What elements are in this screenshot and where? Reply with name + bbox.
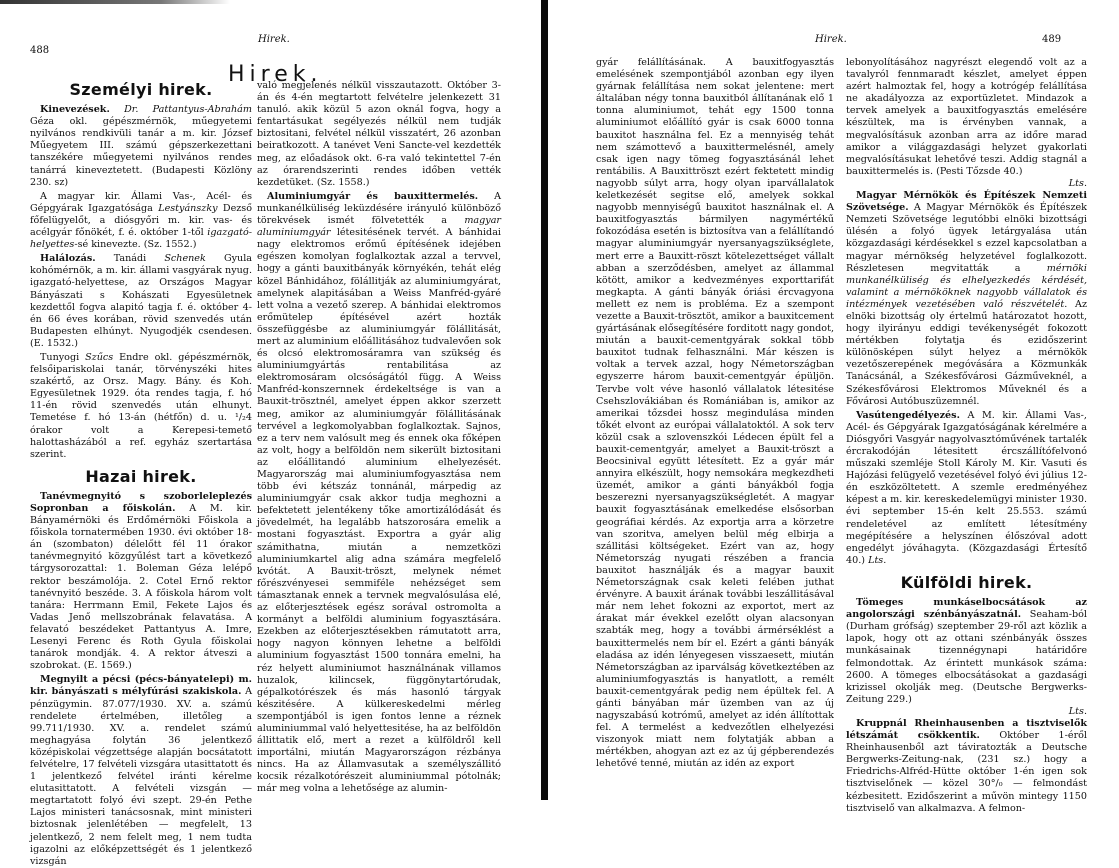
main-title: Hirek. [228,62,323,87]
right-page-column-2 [846,57,1087,815]
article-body: Október 1-éről Rheinhausenből azt táviratozták a Deutsche Bergwerks-Zeitung-nak, (231 sz.) hogy a Friedrichs-Alfréd-Hütte október 1-én igen sok tisztviselőnek — közel 30°/₀ — felmondást kézbesitett. Ezidőszerint a művön mintegy 1150 tisztviselő van alkalmazva. A felmon- [846,730,1087,814]
article-halalozas [30,253,252,350]
author-signature: Lts. [868,554,887,566]
article-munkaselbocsatasok [846,597,1087,706]
article-body: való megjelenés nélkül visszautazott. Október 3-án és 4-én megtartott felvételre jelenkezett 31 tanuló. akik közül 5 azon oknál fogva, hogy a fentartásukat segélyezés nélkül nem tudják biztositani, felvétel nélkül visszatért, 26 azonban beiratkozott. A tanévet Veni Sancte-vel kezdették meg, az előadások okt. 6-ra való tekintettel 7-én az órarendszerinti rendes időben vették kezdetüket. (Sz. 1558.) [257,80,501,188]
article-continuation [846,57,1087,178]
article-body: gyár felállításának. A bauxitfogyasztás emelésének szempontjából azonban egy ilyen gyárnak felállítása nem sokat jelentene: mert általában négy tonna bauxitból állítanának elő 1 tonna aluminiumot, tehát egy 1500 tonna aluminiumot előállító gyár is csak 6000 tonna bauxitot használna fel. Ez a mennyiség tehát nem számottevő a bauxittermelésnél, amely csak igen nagy tömeg fogyasztásánál lehet rentábilis. A Bauxittröszt ezért fektetett mindig nagyobb súlyt arra, hogy olyan iparvállalatok keletkezését segitse elő, amelyek sokkal nagyobb mennyiségű bauxitot használnak el. A bauxitfogyasztás bármilyen nagymértékű fokozódása esetén is biztosítva van a felállítandó magyar aluminiumgyár nyersanyagszükséglete, mert erre a Bauxitt-röszt kötelezettséget vállalt abban a szerződésben, amelyet az állammal kötött, amikor a kedvezményes exporttarifát megkapta. A gánti bányák óriási ércvagyona mellett ez nem is probléma. Ez a szempont vezette a Bauxit-trösztöt, amikor a bauxitcement gyártásának elősegítésére forditott nagy gondot, miután a bauxit-cementgyárak sokkal több bauxitot tudnak felhasználni. Már készen is voltak a tervek azzal, hogy Németországban egyszerre három bauxit-cementgyár épüljön. Tervbe volt véve hasonló vállalatok létesitése Csehszlovákiában és Romániában is, amikor az amerikai tőzsdei hossz megindulása minden tőkét elvont az európai vállalatoktól. A sok terv közül csak a szlovenszkói Lédecen épült fel a bauxit-cementgyár, amelyet a Bauxit-tröszt a Beocsinival együtt létesített. Ez a gyár már annyira elkészült, hogy nemsokára megkezdheti üzemét, amikor a gánti bányákból fogja beszerezni nyersanyagszükségletét. A magyar bauxit fogyasztásának emelkedése elsősorban geográfiai kérdés. Az exportja arra a körzetre van szoritva, amelyen belül még elbirja a szállitási költségeket. Ezért van az, hogy Németország nyugati részében a francia bauxitot használják és a magyar bauxit Németországnak csak keleti felében juthat érvényre. A bauxit árának további leszállitásával már nem lehet fokozni az exportot, mert az árakat már évekkel ezelőtt olyan alacsonyan szabták meg, hogy a további ármérséklést a bauxittermelés nem bír el. Ezért a gánti bányák eladása az idén lényegesen visszaesett, miután Németországban az iparválság következtében az aluminiumfogyasztás is hanyatlott, a remélt bauxit-cementgyárak pedig nem épültek fel. A gánti bányában már üzemben van az új nagyszabású kotrómű, amelyet az idén állítottak fel. A termelést a kedvezőtlen elhelyezési viszonyok miatt nem folytatják abban a mértékben, ahogyan azt ez az új gépberendezés lehetővé tenné, miután az idén az export [596,57,834,770]
section-title-szemelyi: Személyi hirek. [69,80,213,99]
italic-term: mérnöki munkanélküliség és elhelyezkedés kérdését, valamint a mérnököknek nagyobb vállalatok és intézmények vezetésében való részvételét. [846,262,1087,310]
article-body: létesitésének tervét. A bánhidai nagy elektromos erőmű építésének idejében egészen komolyan foglalkoztak azzal a tervvel, hogy a gánti bauxitbányák környékén, tehát elég közel Bánhidához, fölállitják az aluminiumgyárat, amelynek alapitásában a Weiss Manfréd-gyáré lett volna a vezető szerep. A bánhidai elektromos erőmütelep építésével azért hozták összefüggésbe az aluminiumgyár fölállitását, mert az aluminium előállitásához tudvalevően sok és olcsó elektromosáramra van szükség és aluminiumgyártás rentabilitása az elektromosáram olcsóságától függ. A Weiss Manfréd-konszernnek érdekeltsége is van a Bauxit-trösztnél, amelyet éppen akkor szerzett meg, amikor az aluminiumgyár fölállitásának tervével a legkomolyabban foglalkoztak. Sajnos, ez a terv nem valósult meg és ennek oka főképen az volt, hogy a belföldön nem sikerült biztositani az előállitandó aluminium elhelyezését. Magyarország mai aluminiumfogyasztása nem több évi kétszáz tonnánál, márpedig az aluminiumgyár csak akkor tudja meghozni a befektetett jelentékeny tőke amortizálódását és jövedelmét, ha legalább hatszorosára emelik a mostani fogyasztást. Exportra a gyár alig számithatna, miután a nemzetközi aluminiumkartel alig adna számára megfelelő kvótát. A Bauxit-tröszt, melynek német főrészvényesei semmiféle nehézséget sem támasztanak ennek a tervnek megvalósulása elé, az előterjesztések egész sorával ostromolta a kormányt a belföldi aluminium fogyasztására. Ezekben az előterjesztésekben rámutatott arra, hogy nagyon könnyen lehetne a belföldi aluminium fogyasztást 1500 tonnára emelni, ha réz helyett aluminiumot használnának villamos huzalok, kilincsek, függönytartórudak, gépalkotórészek és más hasonló tárgyak készitésére. A külkereskedelmi mérleg szempontjából is igen fontos lenne a réznek aluminiummal való helyettesitése, ha az belföldön állittatik elő, mert a rezet a külföldről kell importálni, miután Magyarországon rézbánya nincs. Ha az Államvasutak a személyszállitó kocsik rézalkotórészeit aluminiummal pótolnák; már meg volna a lehetősége az alumin- [257,227,501,795]
article-body: Gyula kohómérnök, a m. kir. állami vasgyárak nyug. igazgató-helyettese, az Országos Magyar Bányászati s Kohászati Egyesületnek kezdettől fogva alapitó tagja f. é. október 4-én 66 éves korában, rövid szenvedés után Budapesten elhúnyt. Nyugodjék csendesen. (E. 1532.) [30,253,252,349]
person-name: Schenek [164,253,206,265]
article-body: Az elnöki bizottság oly értelmű határozatot hozott, hogy ilyirányu eddigi tevékenységét fokozott mértékben folytatja és ezidőszerint különösképen súlyt helyez a mérnökök vezetőszerepének megóvására a Közmunkák Tanácsánál, a Székesfővárosi Gázműveknél, a Székesfővárosi Elektromos Műveknél és a Fővárosi Autóbuszüzemnél. [846,298,1087,407]
italic-term: igazgató-helyettes [30,227,252,251]
article-body: A M. kir. Állami Vas-, Acél- és Gépgyárak Igazgatóságának kérelmére a Diósgyőri Vasgyár nagyolvasztóművének tartalék ércrakodóján létesitett ércszállítófelvonó műszaki szemléje Stoll Károly M. Kir. Vasuti és Hajózási felügyelő vezetésével folyó évi július 12-én eszközöltetett. A szemle eredményéhez képest a m. kir. kereskedelemügyi minister 1930. évi september 15-én kelt 25.553. számú rendeletével az említett létesítmény megépítésére a helyszínen élőszóval adott engedélyt jóváhagyta. (Közgazdasági Értesítő 40.) [846,409,1088,566]
page-number: 489 [1042,34,1062,45]
article-body: Tanádi [113,253,147,265]
article-mernokok-szovetsege [846,190,1087,408]
article-body: A pénzügymin. 87.077/1930. XV. a. számú rendelete értelmében, illetőleg a 99.711/1930. XV. a. rendelet számú meghagyása folytán 36 jelentkező középiskolai végzettsége alapján bocsátatott felvételre, 17 felvételi vizsgára utasittatott és 1 jelentkező felvétel iránti kérelme elutasittatott. A felvételi vizsgán — megtartatott folyó évi szept. 29-én Pethe Lajos ministeri tanácsosnak, mint ministeri biztosnak jelenlétében — megfelelt, 13 jelentkező, 2 nem felelt meg, 1 nem tudta igazolni az előképzettségét és 1 jelentkező vizsgán [30,686,252,867]
article-vasutengedelyezes [846,410,1087,567]
article-body: -sé kinevezte. (Sz. 1552.) [74,239,197,251]
right-page-column-1 [596,57,834,771]
article-body: lebonyolításához nagyrészt elegendő volt az a tavalyról fennmaradt készlet, amelyet éppen azért halmoztak fel, hogy a kotrógép felállítása ne akadályozza az exportüzletet. Mindazok a tervek amelyek a bauxitfogyasztás emelésére készültek, ma is érvényben vannak, a megvalósításuk azonban arra az időre marad amikor a világgazdasági helyzet gyakorlati megvalósításukat lehetővé teszi. Addig stagnál a bauxittermelés is. (Pesti Tőzsde 40.) [846,57,1087,177]
left-page [0,0,540,867]
article-body: Dezső főfelügyelőt, a diósgyőri m. kir. vas- és acélgyár főnökét, f. é. október 1-től [30,202,252,239]
article-szucs [30,352,252,461]
article-body: Géza okl. gépészmérnök, műegyetemi nyilvános rendkivüli tanár a m. kir. József Műegyetem III. számú gépszerkezettani tanszékére műegyetemi nyilvános rendes tanárrá kineveztetett. (Budapesti Közlöny 230. sz) [30,116,252,188]
article-body: Endre okl. gépészmérnök, felsőipariskolai tanár, törvényszéki hites szakértő, az Orsz. Magy. Bány. és Koh. Egyesületnek 1929. óta rendes tagja, f. hó 11-én rövid szenvedés után elhunyt. Temetése f. hó 13-án (hétfőn) d. u. ¹/₂4 órakor volt a Kerepesi-temető halottasházából a ref. egyház szertartása szerint. [30,351,252,460]
article-lead: Tömeges munkáselbocsátások az angolországi szénbányászatnál. [846,597,1087,621]
article-lead: Kruppnál Rheinhausenben a tisztviselők létszámát csökkentik. [846,717,1087,742]
article-pecsi-szakiskola [30,674,252,868]
article-body: A munkanélküliség leküzdésére irányuló különböző törekvések ismét fölvetették a [257,190,501,227]
article-body: A M. kir. Bányamérnöki és Erdőmérnöki Főiskola a főiskola tornatermében 1930. évi október 18-án (szombaton) délelőtt fél 11 órakor tanévmegnyitó közgyűlést tart a következő tárgysorozattal: 1. Boleman Géza lelépő rektor beszámolója. 2. Cotel Ernő rektor tanévnyitó beszéde. 3. A főiskola három volt tanára: Herrmann Emil, Fekete Lajos és Vadas Jenő mellszobrának felavatása. A felavató beszédeket Pattantyus A. Imre, Lesenyi Ferenc és Roth Gyula főiskolai tanárok mondják. 4. A rektor átveszi a szobrokat. (E. 1569.) [30,503,252,672]
book-gutter [541,0,548,800]
running-head: Hirek. [815,34,847,45]
person-name: Dr. Pattantyus-Abrahám [124,104,252,116]
person-name: Szűcs [85,351,114,363]
article-lead: Vasútengedélyezés. [856,409,960,421]
right-page [549,0,1119,814]
italic-term: magyar aluminiumgyár [257,215,501,239]
article-tanevmegnyito [30,491,252,672]
left-page-column-2 [257,80,501,796]
article-lead: Kinevezések. [40,104,110,116]
person-name: Lestyánszky [158,202,218,214]
article-krupp [846,718,1087,815]
article-lestyanszky [30,191,252,251]
page-number: 488 [30,45,50,56]
section-title-hazai: Hazai hirek. [85,466,197,486]
article-lead: Magyar Mérnökök és Építészek Nemzeti Szövetsége. [846,190,1087,214]
left-page-column-1 [30,80,252,868]
article-body: A Magyar Mérnökök és Építészek Nemzeti Szövetsége legutóbbi elnöki bizottsági ülésén a folyó ügyek letárgyalása után közgazdasági kérdésekkel s ezzel kapcsolatban a magyar mérnökség helyzetével foglalkozott. Részletesen megvitatták a [846,202,1087,274]
article-lead: Megnyilt a pécsi (pécs-bányatelepi) m. kir. bányászati s mélyfúrási szakiskola. [30,674,252,698]
author-signature: Lts. [1068,705,1087,717]
article-body: Tunyogi [40,351,80,363]
article-kinevezesek [30,104,252,189]
running-head: Hirek. [258,34,290,45]
article-continuation [596,57,834,771]
section-title-kulfoldi: Külföldi hirek. [900,572,1033,592]
article-aluminiumgyar [257,191,501,796]
article-lead: Halálozás. [40,253,96,265]
article-lead: Tanévmegnyitó s szoborleleplezés Sopronban a főiskolán. [30,490,252,514]
article-lead: Aluminiumgyár és bauxittermelés. [267,190,479,202]
author-signature: Lts. [1068,177,1087,189]
article-body: A magyar kir. Állami Vas-, Acél- és Gépgyárak Igazgatósága [30,190,252,214]
article-body: Seaham-ból (Durham grófság) szeptember 29-ről azt közlik a lapok, hogy ott az ottani szénbányák összes munkásainak tizennégynapi határidőre felmondottak. Az érintett munkások száma: 2600. A tömeges elbocsátásokat a gazdasági krizissel okolják meg. (Deutsche Bergwerks-Zeitung 229.) [846,609,1087,705]
article-continuation [257,80,501,189]
